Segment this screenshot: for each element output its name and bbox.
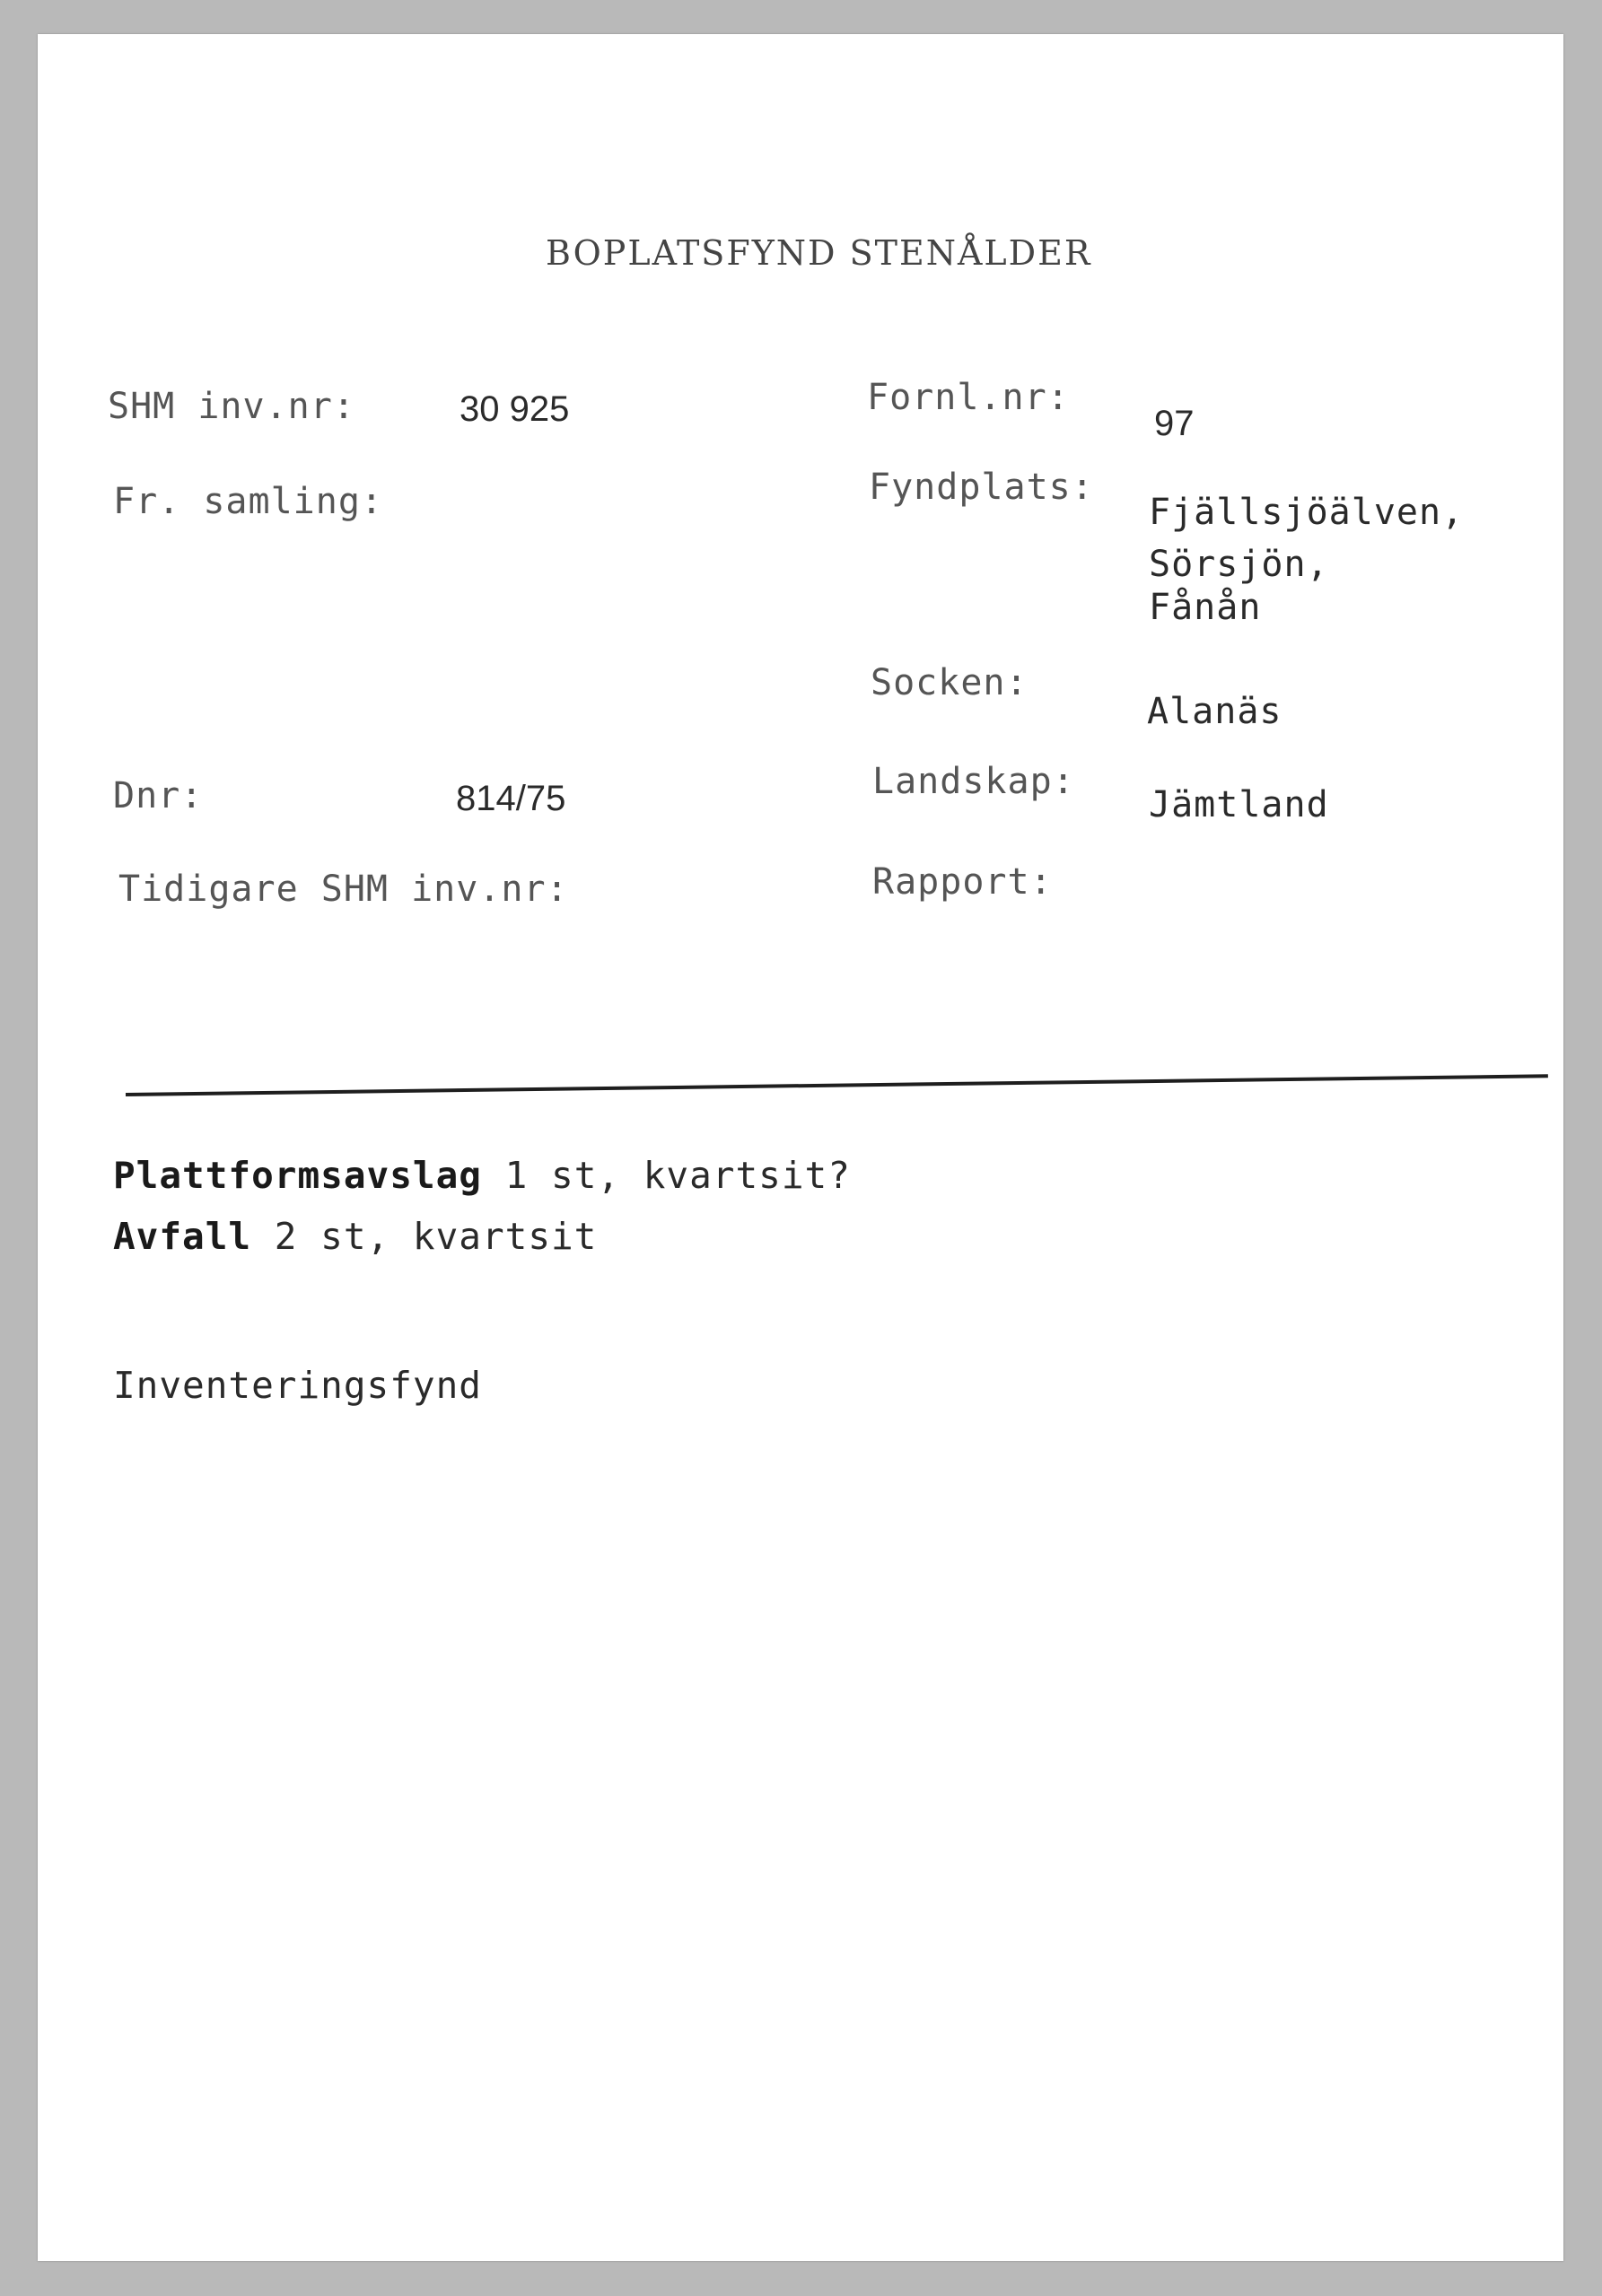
tidigare-shm-inv-label: Tidigare SHM inv.nr: (118, 869, 569, 910)
fyndplats-line: Sörsjön, (1149, 544, 1329, 585)
find-name: Avfall (113, 1215, 252, 1258)
inventory-note: Inventeringsfynd (113, 1364, 482, 1407)
fornl-nr-label: Fornl.nr: (867, 377, 1070, 418)
dnr-value: 814/75 (456, 779, 566, 818)
find-name: Plattformsavslag (113, 1154, 482, 1197)
socken-label: Socken: (871, 662, 1029, 703)
shm-inv-value: 30 925 (460, 389, 570, 429)
fornl-nr-value: 97 (1154, 404, 1195, 443)
find-details: 2 st, kvartsit (251, 1215, 598, 1258)
fyndplats-label: Fyndplats: (869, 467, 1094, 508)
fyndplats-line: Fånån (1149, 587, 1262, 628)
find-line (113, 1154, 851, 1197)
landskap-value: Jämtland (1149, 784, 1329, 825)
landskap-label: Landskap: (872, 761, 1075, 802)
divider-line (126, 1074, 1548, 1096)
socken-value: Alanäs (1147, 691, 1282, 732)
fr-samling-label: Fr. samling: (113, 481, 383, 522)
card-title: BOPLATSFYND STENÅLDER (546, 233, 1092, 273)
find-details: 1 st, kvartsit? (481, 1154, 851, 1197)
catalog-card (38, 34, 1563, 2261)
dnr-label: Dnr: (113, 775, 204, 816)
fyndplats-line: Fjällsjöälven, (1149, 492, 1465, 533)
find-line (113, 1215, 597, 1258)
shm-inv-label: SHM inv.nr: (108, 386, 355, 427)
rapport-label: Rapport: (872, 861, 1053, 903)
